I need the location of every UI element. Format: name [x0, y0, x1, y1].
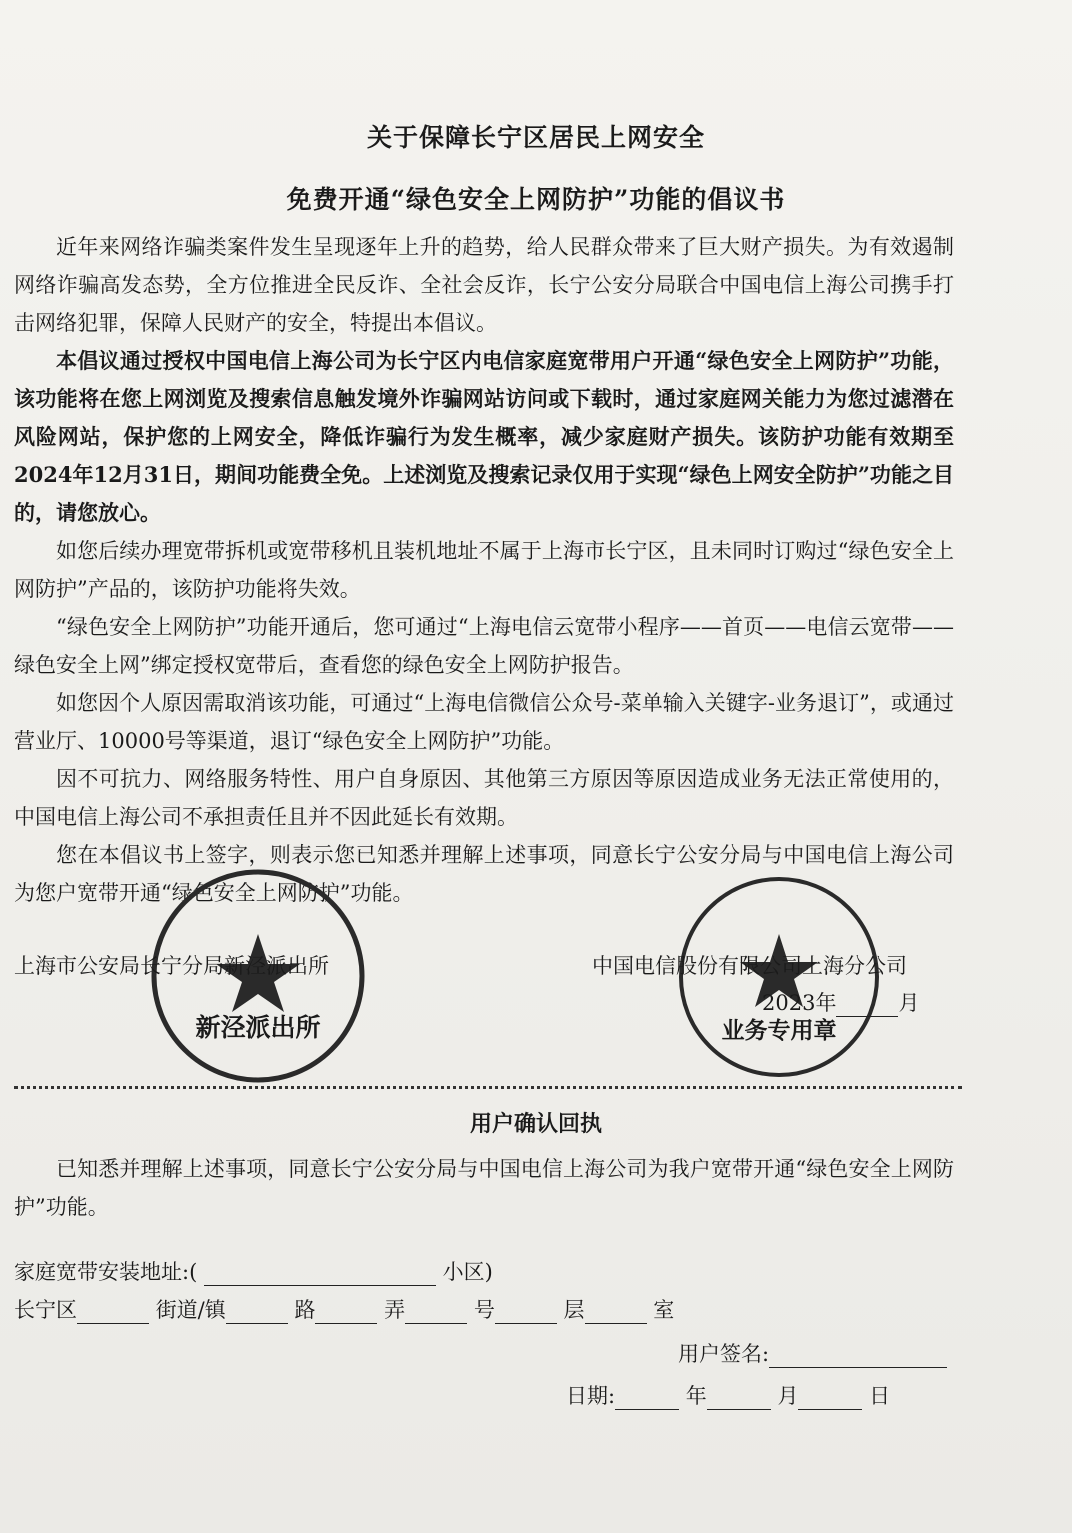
tear-line [14, 1086, 962, 1089]
month-field[interactable] [707, 1387, 771, 1410]
room-field[interactable] [585, 1301, 647, 1324]
address-suffix: 小区) [442, 1260, 493, 1284]
street-field[interactable] [77, 1301, 149, 1324]
signature-field[interactable] [769, 1345, 947, 1368]
address-row [14, 1256, 493, 1286]
date-year: 2023年 [762, 991, 837, 1015]
police-seal-label: 新泾派出所 [195, 1013, 321, 1042]
signature-date [762, 987, 919, 1017]
paragraph-5: 如您因个人原因需取消该功能，可通过“上海电信微信公众号-菜单输入关键字-业务退订”，或通过营业厅、10000号等渠道，退订“绿色安全上网防护”功能。 [14, 691, 954, 753]
address-label: 家庭宽带安装地址:( [14, 1260, 198, 1284]
paragraph-3: 如您后续办理宽带拆机或宽带移机且装机地址不属于上海市长宁区，且未同时订购过“绿色安全上网防护”产品的，该防护功能将失效。 [14, 539, 954, 601]
address-detail-row [14, 1294, 674, 1324]
day-label: 日 [869, 1384, 891, 1408]
number-label: 号 [473, 1298, 495, 1322]
receipt-date-row [566, 1380, 890, 1410]
paragraph-7: 您在本倡议书上签字，则表示您已知悉并理解上述事项，同意长宁公安分局与中国电信上海公司为您户宽带开通“绿色安全上网防护”功能。 [14, 843, 954, 905]
day-field[interactable] [798, 1387, 862, 1410]
room-label: 室 [653, 1298, 675, 1322]
street-label: 街道/镇 [155, 1298, 226, 1322]
paragraph-2: 本倡议通过授权中国电信上海公司为长宁区内电信家庭宽带用户开通“绿色安全上网防护”功能，该功能将在您上网浏览及搜索信息触发境外诈骗网站访问或下载时，通过家庭网关能力为您过滤潜在风险网站，保护您的上网安全，降低诈骗行为发生概率，减少家庭财产损失。该防护功能有效期至2024年12月31日，期间功能费全免。上述浏览及搜索记录仅用于实现“绿色上网安全防护”功能之目的，请您放心。 [14, 348, 954, 525]
lane-field[interactable] [315, 1301, 377, 1324]
lane-label: 弄 [384, 1298, 406, 1322]
road-field[interactable] [226, 1301, 288, 1324]
signature-row [678, 1338, 947, 1368]
signatory-telecom: 中国电信股份有限公司上海分公司 [592, 954, 907, 978]
community-field[interactable] [204, 1263, 436, 1286]
paragraph-4: “绿色安全上网防护”功能开通后，您可通过“上海电信云宽带小程序——首页——电信云宽带——绿色安全上网”绑定授权宽带后，查看您的绿色安全上网防护报告。 [14, 615, 954, 677]
year-field[interactable] [615, 1387, 679, 1410]
number-field[interactable] [405, 1301, 467, 1324]
road-label: 路 [294, 1298, 316, 1322]
receipt-text: 已知悉并理解上述事项，同意长宁公安分局与中国电信上海公司为我户宽带开通“绿色安全上网防护”功能。 [14, 1157, 954, 1219]
floor-label: 层 [563, 1298, 585, 1322]
title-line-2: 免费开通“绿色安全上网防护”功能的倡议书 [286, 185, 786, 214]
date-blank [836, 994, 898, 1017]
signatory-police: 上海市公安局长宁分局新泾派出所 [14, 954, 329, 978]
floor-field[interactable] [495, 1301, 557, 1324]
date-label: 日期: [566, 1384, 616, 1408]
telecom-seal-label: 业务专用章 [721, 1017, 837, 1044]
title-line-1: 关于保障长宁区居民上网安全 [366, 123, 705, 152]
receipt-title: 用户确认回执 [469, 1111, 602, 1137]
month-label: 月 [777, 1384, 799, 1408]
paragraph-1: 近年来网络诈骗类案件发生呈现逐年上升的趋势，给人民群众带来了巨大财产损失。为有效遏制网络诈骗高发态势，全方位推进全民反诈、全社会反诈，长宁公安分局联合中国电信上海公司携手打击网络犯罪，保障人民财产的安全，特提出本倡议。 [14, 235, 954, 335]
date-month: 月 [898, 991, 920, 1015]
year-label: 年 [685, 1384, 707, 1408]
paragraph-6: 因不可抗力、网络服务特性、用户自身原因、其他第三方原因等原因造成业务无法正常使用的，中国电信上海公司不承担责任且并不因此延长有效期。 [14, 767, 954, 829]
district-label: 长宁区 [14, 1298, 77, 1322]
signature-label: 用户签名: [678, 1342, 770, 1366]
